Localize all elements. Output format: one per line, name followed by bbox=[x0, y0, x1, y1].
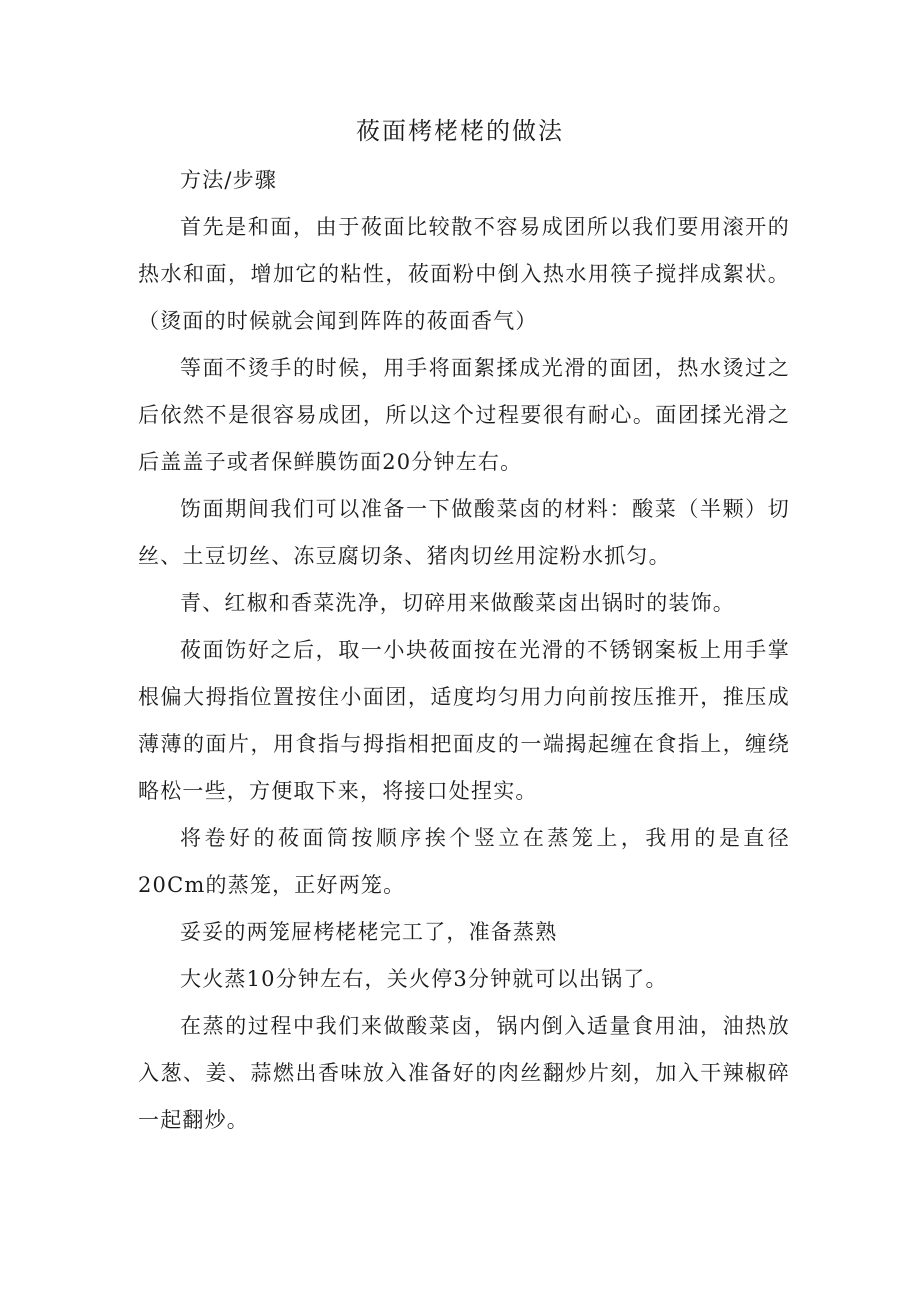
paragraph-knead-dough: 等面不烫手的时候，用手将面絮揉成光滑的面团，热水烫过之后依然不是很容易成团，所以这个过程要很有耐心。面团揉光滑之后盖盖子或者保鲜膜饬面20分钟左右。 bbox=[138, 356, 790, 474]
paragraph-make-sauce: 在蒸的过程中我们来做酸菜卤，锅内倒入适量食用油，油热放入葱、姜、蒜燃出香味放入准备好的肉丝翻炒片刻，加入干辣椒碎一起翻炒。 bbox=[138, 1014, 790, 1132]
paragraph-roll-dough: 莜面饬好之后，取一小块莜面按在光滑的不锈钢案板上用手掌根偏大拇指位置按住小面团，适度均匀用力向前按压推开，推压成薄薄的面片，用食指与拇指相把面皮的一端揭起缠在食指上，缠绕略松一些，方便取下来，将接口处捏实。 bbox=[138, 638, 790, 803]
paragraph-steam-time: 大火蒸10分钟左右，关火停3分钟就可以出锅了。 bbox=[180, 967, 668, 991]
document-title: 莜面栲栳栳的做法 bbox=[356, 117, 564, 145]
paragraph-method-steps: 方法/步骤 bbox=[180, 168, 278, 192]
paragraph-prepare-ingredients: 饬面期间我们可以准备一下做酸菜卤的材料：酸菜（半颗）切丝、土豆切丝、冻豆腐切条、猪肉切丝用淀粉水抓匀。 bbox=[138, 497, 790, 568]
document-body bbox=[138, 157, 790, 1144]
paragraph-mix-dough: 首先是和面，由于莜面比较散不容易成团所以我们要用滚开的热水和面，增加它的粘性，莜面粉中倒入热水用筷子搅拌成絮状。（烫面的时候就会闻到阵阵的莜面香气） bbox=[138, 215, 790, 333]
paragraph-ready-to-steam: 妥妥的两笼屉栲栳栳完工了，准备蒸熟 bbox=[180, 920, 558, 944]
paragraph-arrange-steamer: 将卷好的莜面筒按顺序挨个竖立在蒸笼上，我用的是直径20Cm的蒸笼，正好两笼。 bbox=[138, 826, 790, 897]
paragraph-garnish: 青、红椒和香菜洗净，切碎用来做酸菜卤出锅时的装饰。 bbox=[180, 591, 735, 615]
